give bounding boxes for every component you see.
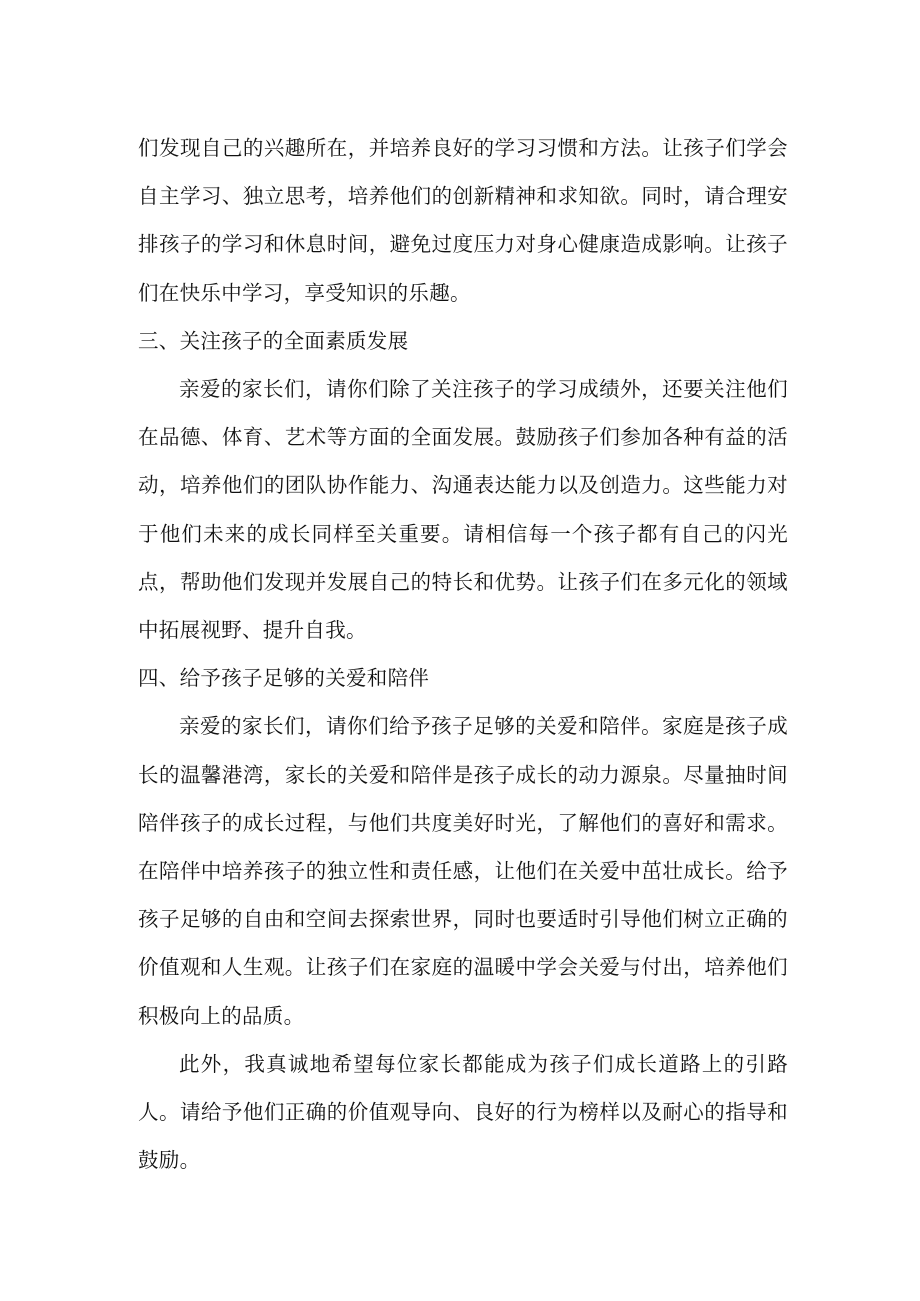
document-body [138,124,788,1184]
section-3-paragraph: 亲爱的家长们，请你们除了关注孩子的学习成绩外，还要关注他们在品德、体育、艺术等方面的全面发展。鼓励孩子们参加各种有益的活动，培养他们的团队协作能力、沟通表达能力以及创造力。这些能力对于他们未来的成长同样至关重要。请相信每一个孩子都有自己的闪光点，帮助他们发现并发展自己的特长和优势。让孩子们在多元化的领域中拓展视野、提升自我。 [138,377,788,643]
closing-paragraph: 此外，我真诚地希望每位家长都能成为孩子们成长道路上的引路人。请给予他们正确的价值观导向、良好的行为榜样以及耐心的指导和鼓励。 [138,1051,788,1173]
section-heading-4: 四、给予孩子足够的关爱和陪伴 [138,666,430,691]
section-heading-3: 三、关注孩子的全面素质发展 [138,328,409,353]
section-4-paragraph: 亲爱的家长们，请你们给予孩子足够的关爱和陪伴。家庭是孩子成长的温馨港湾，家长的关爱和陪伴是孩子成长的动力源泉。尽量抽时间陪伴孩子的成长过程，与他们共度美好时光，了解他们的喜好和需求。在陪伴中培养孩子的独立性和责任感，让他们在关爱中茁壮成长。给予孩子足够的自由和空间去探索世界，同时也要适时引导他们树立正确的价值观和人生观。让孩子们在家庭的温暖中学会关爱与付出，培养他们积极向上的品质。 [138,714,788,1028]
paragraph-continued: 们发现自己的兴趣所在，并培养良好的学习习惯和方法。让孩子们学会自主学习、独立思考，培养他们的创新精神和求知欲。同时，请合理安排孩子的学习和休息时间，避免过度压力对身心健康造成影响。让孩子们在快乐中学习，享受知识的乐趣。 [138,136,788,305]
